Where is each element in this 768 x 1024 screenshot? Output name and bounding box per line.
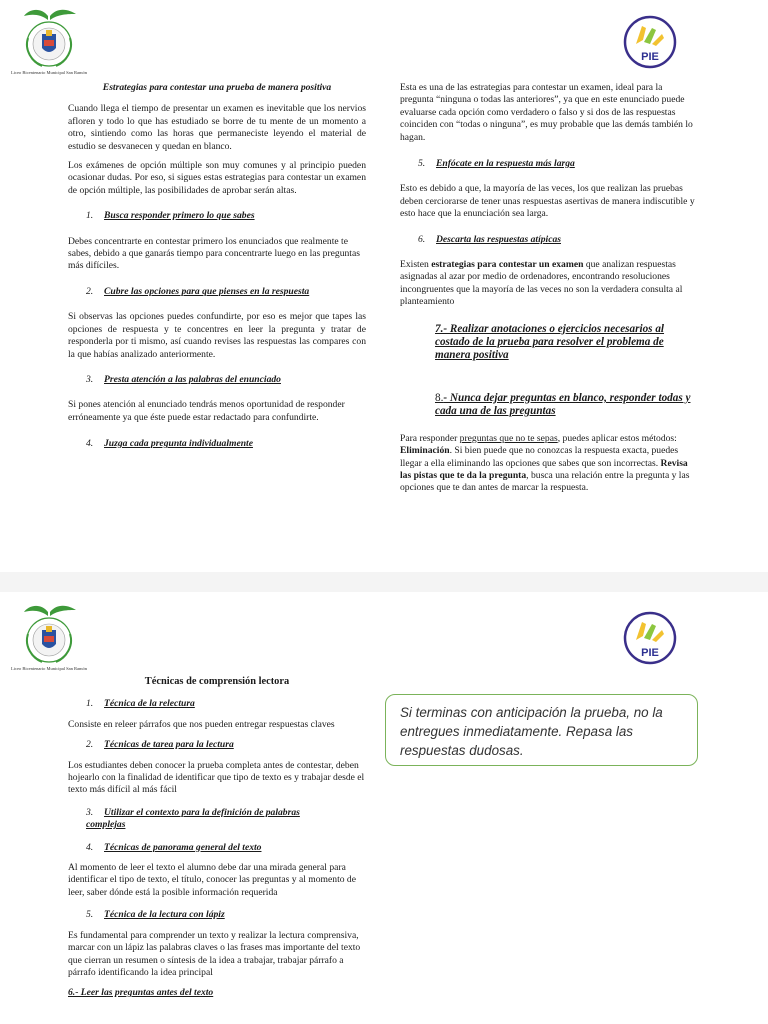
technique-2-body: Los estudiantes deben conocer la prueba completa antes de contestar, deben hojearlo con la finalidad de identificar que tipo de texto es y trabajar desde el texto más difícil al más fácil <box>68 759 365 796</box>
strategy-7-heading: 7.- Realizar anotaciones o ejercicios necesarios al costado de la prueba para resolver el problema de manera positiva <box>435 322 665 361</box>
pie-logo-icon <box>622 14 678 70</box>
technique-1-heading: 1. Técnica de la relectura <box>86 698 195 710</box>
strategy-3-body: Si pones atención al enunciado tendrás menos oportunidad de responder erróneamente ya que éste puede estar redactado para confundirte. <box>68 399 345 423</box>
technique-4-body: Al momento de leer el texto el alumno debe dar una mirada general para identificar el tipo de texto, el título, conocer las preguntas y al momento de leer, saber dónde está la posible información requerida <box>68 862 356 898</box>
technique-5-heading: 5. Técnica de la lectura con lápiz <box>86 909 225 921</box>
school-logo-icon <box>11 8 87 76</box>
strategy-2-body: Si observas las opciones puedes confundirte, por eso es mejor que tapes las opciones de respuesta y te concentres en leer la pregunta y tratar de responderla por ti mismo, así cuando revises las respuestas las compares con la que habías analizado anteriormente. <box>68 311 366 360</box>
logo-right-text: PIE <box>641 51 659 63</box>
strategy-3-heading: 3. Presta atención a las palabras del enunciado <box>86 373 281 385</box>
strategy-4-body: Esta es una de las estrategias para contestar un examen, ideal para la pregunta “ninguna o todas las anteriores”, ya que en este enunciado puede evaluarse cada opción como verdadero o falso y si dos de las respuestas coinciden con “todas o ninguna”, es muy probable que las demás también lo hagan. <box>400 82 693 143</box>
technique-3-heading: 3. Utilizar el contexto para la definición de palabras complejas <box>86 806 300 831</box>
page2-title: Técnicas de comprensión lectora <box>144 676 290 687</box>
logo-left-text: Liceo Bicentenario Municipal San Ramón <box>11 666 87 671</box>
strategy-8-heading: 8.- Nunca dejar preguntas en blanco, responder todas y cada una de las preguntas <box>435 391 691 417</box>
logo-left-text: Liceo Bicentenario Municipal San Ramón <box>11 70 87 75</box>
document-page-2 <box>0 592 768 1024</box>
strategy-5-body: Esto es debido a que, la mayoría de las veces, los que realizan las pruebas deben cerciorarse de tener unas respuestas asertivas de manera indiscutible y esto hace que la enunciación sea larga. <box>400 183 695 220</box>
pie-logo-icon <box>622 610 678 666</box>
technique-5-body: Es fundamental para comprender un texto y realizar la lectura comprensiva, marcar con un lápiz las palabras claves o las frases mas importante del texto que cierran un resumen o síntesis de la idea a trabajar, trabajar párrafo a párrafo identificando la idea principal <box>68 929 361 978</box>
school-logo-icon <box>11 604 87 672</box>
technique-1-body: Consiste en releer párrafos que nos pueden entregar respuestas claves <box>68 718 335 730</box>
strategy-1-body: Debes concentrarte en contestar primero los enunciados que realmente te sabes, debido a que ganarás tiempo para concentrarte luego en las preguntas más difíciles. <box>68 235 360 272</box>
technique-6-heading: 6.- Leer las preguntas antes del texto <box>68 987 214 999</box>
strategy-6-heading: 6. Descarta las respuestas atípicas <box>418 233 561 245</box>
page1-title: Estrategias para contestar una prueba de manera positiva <box>102 82 332 93</box>
technique-4-heading: 4. Técnicas de panorama general del texto <box>86 841 262 853</box>
tip-callout-box <box>385 694 698 766</box>
strategy-1-heading: 1. Busca responder primero lo que sabes <box>86 210 255 222</box>
logo-right-text: PIE <box>641 647 659 659</box>
strategy-5-heading: 5. Enfócate en la respuesta más larga <box>418 158 575 170</box>
tip-callout-text: Si terminas con anticipación la prueba, no la entregues inmediatamente. Repasa las respuestas dudosas. <box>400 705 663 758</box>
strategy-2-heading: 2. Cubre las opciones para que pienses en la respuesta <box>86 285 310 297</box>
strategy-4-heading: 4. Juzga cada pregunta individualmente <box>86 438 253 450</box>
technique-2-heading: 2. Técnicas de tarea para la lectura <box>86 739 234 751</box>
intro-paragraph-1: Cuando llega el tiempo de presentar un examen es inevitable que los nervios afloren y todo lo que has estudiado se borre de tu mente de un momento a otro, sintiendo como las horas que permaneciste leyendo el material de estudio se desvanecen y quedan en blanco. <box>68 103 366 152</box>
strategy-8-body: Para responder preguntas que no te sepas, puedes aplicar estos métodos: Eliminación. Si bien puede que no conozcas la respuesta exacta, puedes llegar a ella eliminando las opciones que sabes que son incorrectas. Revisa las pistas que te da la pregunta, busca una relación entre la pregunta y las opciones que te dan antes de marcar la respuesta. <box>400 432 690 494</box>
strategy-6-body: Existen estrategias para contestar un examen que analizan respuestas asignadas al azar por medio de ordenadores, encontrando resoluciones incongruentes que la mayoría de las veces no son la verdadera consulta al planteamiento <box>400 259 683 308</box>
intro-paragraph-2: Los exámenes de opción múltiple son muy comunes y al principio pueden ocasionar dudas. Por eso, si sigues estas estrategias para contestar un examen de opción múltiple, las posibilidades de aprobar serán altas. <box>68 160 366 196</box>
page-separator <box>0 572 768 594</box>
